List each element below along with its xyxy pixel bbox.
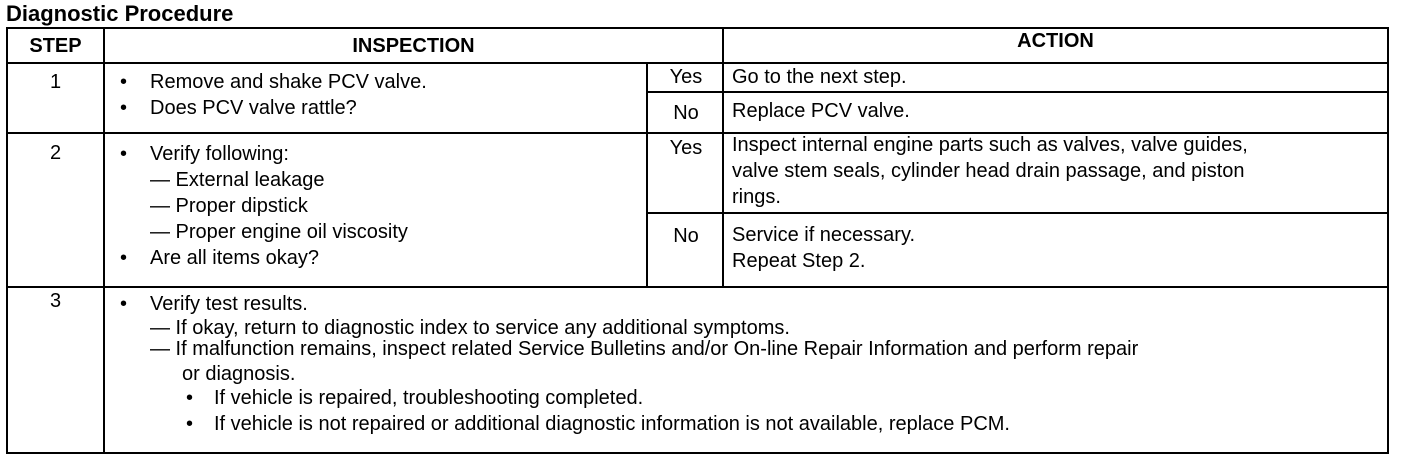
bullet-icon: •	[120, 97, 128, 119]
row1-step: 1	[49, 71, 62, 93]
row3-inspection-sub2-line1: — If malfunction remains, inspect related Service Bulletins and/or On-line Repair Information and perform repair	[150, 338, 1139, 360]
row2-no-label: No	[673, 225, 699, 247]
page-title: Diagnostic Procedure	[6, 1, 234, 26]
row3-step: 3	[49, 290, 62, 312]
bullet-icon: •	[120, 143, 128, 165]
yesno-col-divider	[646, 62, 648, 286]
row2-step: 2	[49, 142, 62, 164]
diagnostic-table	[6, 27, 1389, 454]
row2-inspection-1: Verify following:	[150, 143, 289, 165]
row3-inspection-subsub2: If vehicle is not repaired or additional diagnostic information is not available, replace PCM.	[214, 413, 1010, 435]
row3-inspection-subsub1: If vehicle is repaired, troubleshooting completed.	[214, 387, 644, 409]
row1-no-action: Replace PCV valve.	[732, 100, 910, 122]
header-step: STEP	[29, 35, 82, 57]
row1-inspection-2: Does PCV valve rattle?	[150, 97, 357, 119]
row2-no-action-1: Service if necessary.	[732, 224, 916, 246]
row1-yes-no-divider	[646, 91, 1387, 93]
row2-no-action-2: Repeat Step 2.	[732, 250, 866, 272]
row1-inspection-1: Remove and shake PCV valve.	[150, 71, 427, 93]
row2-inspection-sub2: — Proper dipstick	[150, 195, 308, 217]
row1-no-label: No	[673, 102, 699, 124]
step-col-divider	[103, 29, 105, 452]
bullet-icon: •	[186, 387, 194, 409]
row3-inspection-1: Verify test results.	[150, 293, 308, 315]
row2-yes-no-divider	[646, 212, 1387, 214]
bullet-icon: •	[186, 413, 194, 435]
bullet-icon: •	[120, 71, 128, 93]
row2-yes-action-1: Inspect internal engine parts such as valves, valve guides,	[732, 134, 1248, 156]
bullet-icon: •	[120, 247, 128, 269]
row3-inspection-sub2-line2: or diagnosis.	[182, 363, 296, 385]
row2-inspection-2: Are all items okay?	[150, 247, 319, 269]
row2-divider	[8, 286, 1387, 288]
header-action: ACTION	[1017, 30, 1094, 52]
row2-yes-action-2: valve stem seals, cylinder head drain passage, and piston	[732, 160, 1245, 182]
bullet-icon: •	[120, 293, 128, 315]
row2-yes-action-3: rings.	[732, 186, 781, 208]
row1-yes-action: Go to the next step.	[732, 66, 907, 88]
row2-inspection-sub3: — Proper engine oil viscosity	[150, 221, 408, 243]
row2-inspection-sub1: — External leakage	[150, 169, 325, 191]
header-inspection: INSPECTION	[352, 35, 475, 57]
row1-yes-label: Yes	[669, 66, 703, 88]
row3-inspection-sub1: — If okay, return to diagnostic index to service any additional symptoms.	[150, 317, 790, 339]
row2-yes-label: Yes	[669, 137, 703, 159]
